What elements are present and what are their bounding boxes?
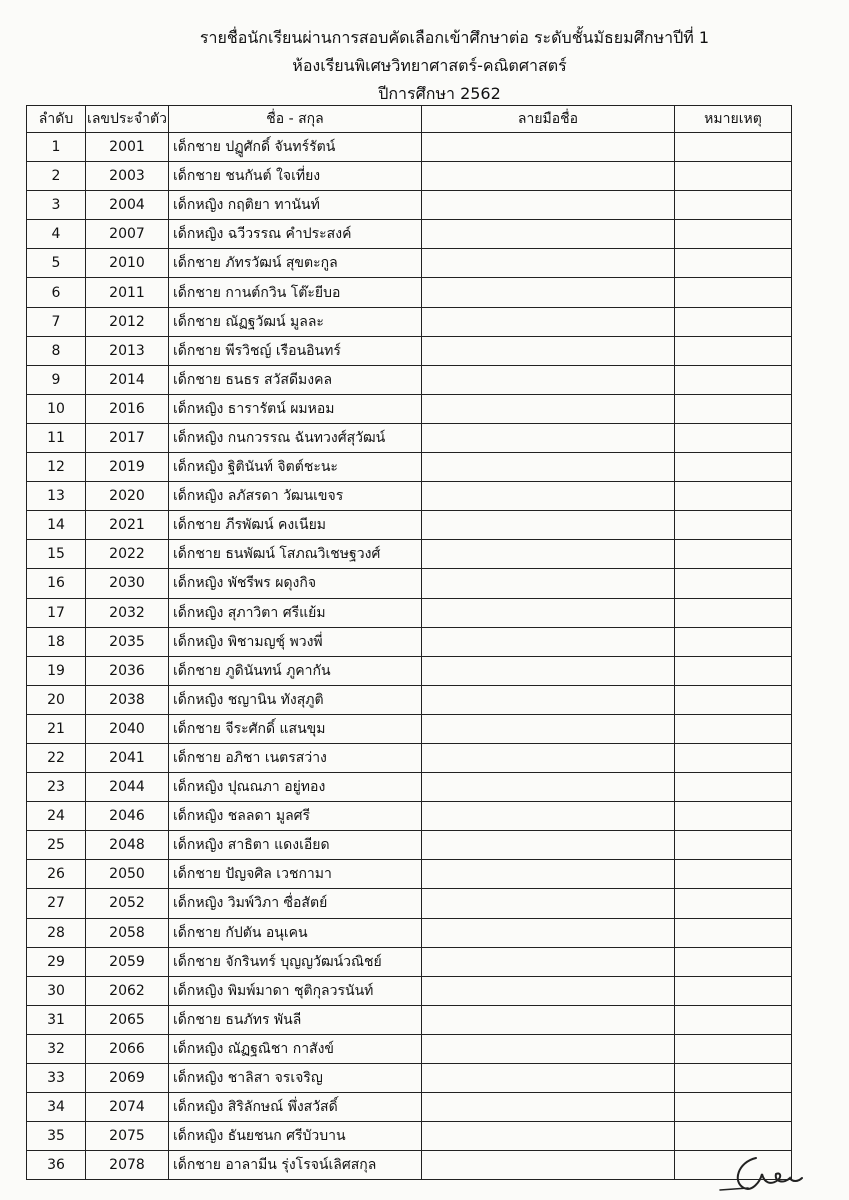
row-number: 8 [27,336,86,365]
remark-cell [675,394,792,423]
table-row [27,598,792,627]
row-number: 2 [27,162,86,191]
student-id: 2007 [86,220,169,249]
column-header-remark: หมายเหตุ [675,106,792,133]
student-id: 2003 [86,162,169,191]
table-body [27,133,792,1180]
student-id: 2074 [86,1093,169,1122]
student-id: 2016 [86,394,169,423]
student-name: เด็กชาย ชนกันต์ ใจเที่ยง [169,162,422,191]
remark-cell [675,860,792,889]
remark-cell [675,278,792,307]
signature-cell [422,453,675,482]
student-id: 2078 [86,1151,169,1180]
signature-cell [422,802,675,831]
remark-cell [675,191,792,220]
student-name: เด็กชาย ณัฏฐวัฒน์ มูลละ [169,307,422,336]
student-name: เด็กหญิง พิมพ์มาดา ชุติกุลวรนันท์ [169,976,422,1005]
student-id: 2020 [86,482,169,511]
student-id: 2038 [86,685,169,714]
page-title: รายชื่อนักเรียนผ่านการสอบคัดเลือกเข้าศึกษาต่อ ระดับชั้นมัธยมศึกษาปีที่ 1 [199,28,710,47]
student-name: เด็กหญิง สุภาวิตา ศรีแย้ม [169,598,422,627]
student-name: เด็กชาย ภีรพัฒน์ คงเนียม [169,511,422,540]
student-id: 2059 [86,947,169,976]
student-name: เด็กหญิง ชาลิสา จรเจริญ [169,1064,422,1093]
student-id: 2048 [86,831,169,860]
table-row [27,685,792,714]
column-header-signature: ลายมือชื่อ [422,106,675,133]
remark-cell [675,918,792,947]
student-name: เด็กหญิง กฤติยา ทานันท์ [169,191,422,220]
student-id: 2041 [86,743,169,772]
remark-cell [675,482,792,511]
remark-cell [675,249,792,278]
student-name: เด็กชาย ธนพัฒน์ โสภณวิเชษฐวงศ์ [169,540,422,569]
remark-cell [675,656,792,685]
signature-cell [422,511,675,540]
student-name: เด็กชาย อภิชา เนตรสว่าง [169,743,422,772]
row-number: 36 [27,1151,86,1180]
row-number: 10 [27,394,86,423]
remark-cell [675,453,792,482]
student-id: 2014 [86,365,169,394]
signature-cell [422,831,675,860]
student-name: เด็กชาย ธนธร สวัสดีมงคล [169,365,422,394]
row-number: 16 [27,569,86,598]
table-row [27,714,792,743]
remark-cell [675,1093,792,1122]
row-number: 27 [27,889,86,918]
table-row [27,918,792,947]
row-number: 6 [27,278,86,307]
student-name: เด็กชาย ธนภัทร พันลี [169,1005,422,1034]
remark-cell [675,307,792,336]
signature-cell [422,191,675,220]
row-number: 20 [27,685,86,714]
row-number: 31 [27,1005,86,1034]
student-name: เด็กหญิง ชลลดา มูลศรี [169,802,422,831]
row-number: 15 [27,540,86,569]
table-row [27,336,792,365]
row-number: 18 [27,627,86,656]
row-number: 17 [27,598,86,627]
signature-cell [422,773,675,802]
table-row [27,1151,792,1180]
student-id: 2036 [86,656,169,685]
table-row [27,394,792,423]
signature-cell [422,598,675,627]
remark-cell [675,802,792,831]
student-name: เด็กชาย จีระศักดิ์ แสนขุม [169,714,422,743]
signature-cell [422,394,675,423]
student-id: 2050 [86,860,169,889]
signature-cell [422,627,675,656]
student-name: เด็กชาย กัปตัน อนุเคน [169,918,422,947]
table-row [27,1034,792,1063]
student-id: 2075 [86,1122,169,1151]
signature-cell [422,1093,675,1122]
signature-cell [422,220,675,249]
signature-cell [422,336,675,365]
classroom-subtitle: ห้องเรียนพิเศษวิทยาศาสตร์-คณิตศาสตร์ [292,56,567,75]
row-number: 32 [27,1034,86,1063]
student-name: เด็กหญิง สาธิตา แดงเอียด [169,831,422,860]
remark-cell [675,336,792,365]
student-name: เด็กชาย พีรวิชญ์ เรือนอินทร์ [169,336,422,365]
student-name: เด็กหญิง ธันยชนก ศรีบัวบาน [169,1122,422,1151]
signature-cell [422,133,675,162]
signature-cell [422,1151,675,1180]
student-id: 2010 [86,249,169,278]
remark-cell [675,714,792,743]
student-name: เด็กหญิง ณัฏฐณิชา กาสังข์ [169,1034,422,1063]
table-row [27,423,792,452]
row-number: 19 [27,656,86,685]
signature-cell [422,249,675,278]
student-name: เด็กหญิง พิชามญชุ์ พวงพี่ [169,627,422,656]
remark-cell [675,685,792,714]
student-name: เด็กหญิง ฐิตินันท์ จิตต์ชะนะ [169,453,422,482]
remark-cell [675,831,792,860]
remark-cell [675,365,792,394]
student-id: 2069 [86,1064,169,1093]
remark-cell [675,511,792,540]
student-name: เด็กชาย กานต์กวิน โต๊ะยีบอ [169,278,422,307]
table-row [27,453,792,482]
student-name: เด็กหญิง วิมพ์วิภา ซื่อสัตย์ [169,889,422,918]
signature-cell [422,1122,675,1151]
student-id: 2035 [86,627,169,656]
row-number: 4 [27,220,86,249]
table-row [27,1005,792,1034]
table-row [27,743,792,772]
academic-year: ปีการศึกษา 2562 [378,84,501,103]
signature-cell [422,918,675,947]
row-number: 1 [27,133,86,162]
table-row [27,1093,792,1122]
row-number: 26 [27,860,86,889]
row-number: 35 [27,1122,86,1151]
row-number: 21 [27,714,86,743]
student-id: 2022 [86,540,169,569]
student-id: 2044 [86,773,169,802]
table-row [27,307,792,336]
student-id: 2021 [86,511,169,540]
table-row [27,831,792,860]
student-name: เด็กหญิง ปุณณภา อยู่ทอง [169,773,422,802]
student-name: เด็กหญิง ฉวีวรรณ คำประสงค์ [169,220,422,249]
table-row [27,976,792,1005]
signature-cell [422,162,675,191]
student-id: 2017 [86,423,169,452]
row-number: 29 [27,947,86,976]
remark-cell [675,889,792,918]
student-name: เด็กชาย ภัทรวัฒน์ สุขตะกูล [169,249,422,278]
student-id: 2066 [86,1034,169,1063]
student-id: 2004 [86,191,169,220]
signature-cell [422,307,675,336]
remark-cell [675,133,792,162]
table-row [27,278,792,307]
table-row [27,627,792,656]
signature-cell [422,743,675,772]
student-id: 2030 [86,569,169,598]
row-number: 28 [27,918,86,947]
remark-cell [675,976,792,1005]
student-id: 2012 [86,307,169,336]
student-id: 2001 [86,133,169,162]
column-header-name: ชื่อ - สกุล [169,106,422,133]
signature-cell [422,1064,675,1093]
column-header-id: เลขประจำตัว [86,106,169,133]
signature-cell [422,714,675,743]
remark-cell [675,947,792,976]
table-row [27,220,792,249]
signature-cell [422,685,675,714]
student-id: 2052 [86,889,169,918]
table-header-row [27,106,792,133]
row-number: 12 [27,453,86,482]
remark-cell [675,1034,792,1063]
column-header-no: ลำดับ [27,106,86,133]
student-id: 2019 [86,453,169,482]
signature-cell [422,365,675,394]
student-id: 2058 [86,918,169,947]
signature-cell [422,482,675,511]
signature-cell [422,889,675,918]
row-number: 11 [27,423,86,452]
table-row [27,569,792,598]
student-id: 2040 [86,714,169,743]
row-number: 34 [27,1093,86,1122]
signature-cell [422,540,675,569]
row-number: 22 [27,743,86,772]
remark-cell [675,598,792,627]
remark-cell [675,1005,792,1034]
signature-cell [422,423,675,452]
student-name: เด็กหญิง พัชรีพร ผดุงกิจ [169,569,422,598]
signature-cell [422,569,675,598]
row-number: 9 [27,365,86,394]
row-number: 30 [27,976,86,1005]
student-id: 2011 [86,278,169,307]
remark-cell [675,627,792,656]
student-id: 2013 [86,336,169,365]
row-number: 14 [27,511,86,540]
remark-cell [675,162,792,191]
student-id: 2046 [86,802,169,831]
student-name: เด็กหญิง ชญานิน ทังสุภูติ [169,685,422,714]
row-number: 24 [27,802,86,831]
signature-cell [422,278,675,307]
student-name: เด็กหญิง สิริลักษณ์ พึ่งสวัสดิ์ [169,1093,422,1122]
row-number: 3 [27,191,86,220]
student-name: เด็กชาย ปัญจศิล เวชกามา [169,860,422,889]
signature-cell [422,947,675,976]
table-row [27,656,792,685]
student-name: เด็กชาย จักรินทร์ บุญญวัฒน์วณิชย์ [169,947,422,976]
remark-cell [675,773,792,802]
remark-cell [675,1122,792,1151]
remark-cell [675,1064,792,1093]
table-row [27,511,792,540]
student-name: เด็กชาย ภูดินันทน์ ภูคากัน [169,656,422,685]
student-name: เด็กชาย ปฏูศักดิ์ จันทร์รัตน์ [169,133,422,162]
student-id: 2065 [86,1005,169,1034]
table-row [27,802,792,831]
signature-cell [422,1005,675,1034]
remark-cell [675,220,792,249]
row-number: 33 [27,1064,86,1093]
table-row [27,947,792,976]
table-row [27,162,792,191]
table-row [27,133,792,162]
student-id: 2062 [86,976,169,1005]
table-row [27,860,792,889]
signature-cell [422,860,675,889]
table-row [27,482,792,511]
student-name: เด็กหญิง กนกวรรณ ฉันทวงศ์สุวัฒน์ [169,423,422,452]
row-number: 5 [27,249,86,278]
student-name: เด็กหญิง ธารารัตน์ ผมหอม [169,394,422,423]
table-row [27,365,792,394]
signature-scribble [718,1148,828,1196]
signature-cell [422,1034,675,1063]
row-number: 25 [27,831,86,860]
student-id: 2032 [86,598,169,627]
remark-cell [675,743,792,772]
signature-cell [422,656,675,685]
student-name: เด็กชาย อาลามีน รุ่งโรจน์เลิศสกุล [169,1151,422,1180]
table-row [27,540,792,569]
student-list-table [26,105,792,1180]
table-row [27,191,792,220]
remark-cell [675,423,792,452]
table-row [27,1122,792,1151]
remark-cell [675,569,792,598]
table-row [27,1064,792,1093]
table-row [27,249,792,278]
row-number: 13 [27,482,86,511]
student-name: เด็กหญิง ลภัสรดา วัฒนเขจร [169,482,422,511]
row-number: 23 [27,773,86,802]
row-number: 7 [27,307,86,336]
table-row [27,773,792,802]
signature-cell [422,976,675,1005]
remark-cell [675,540,792,569]
table-row [27,889,792,918]
